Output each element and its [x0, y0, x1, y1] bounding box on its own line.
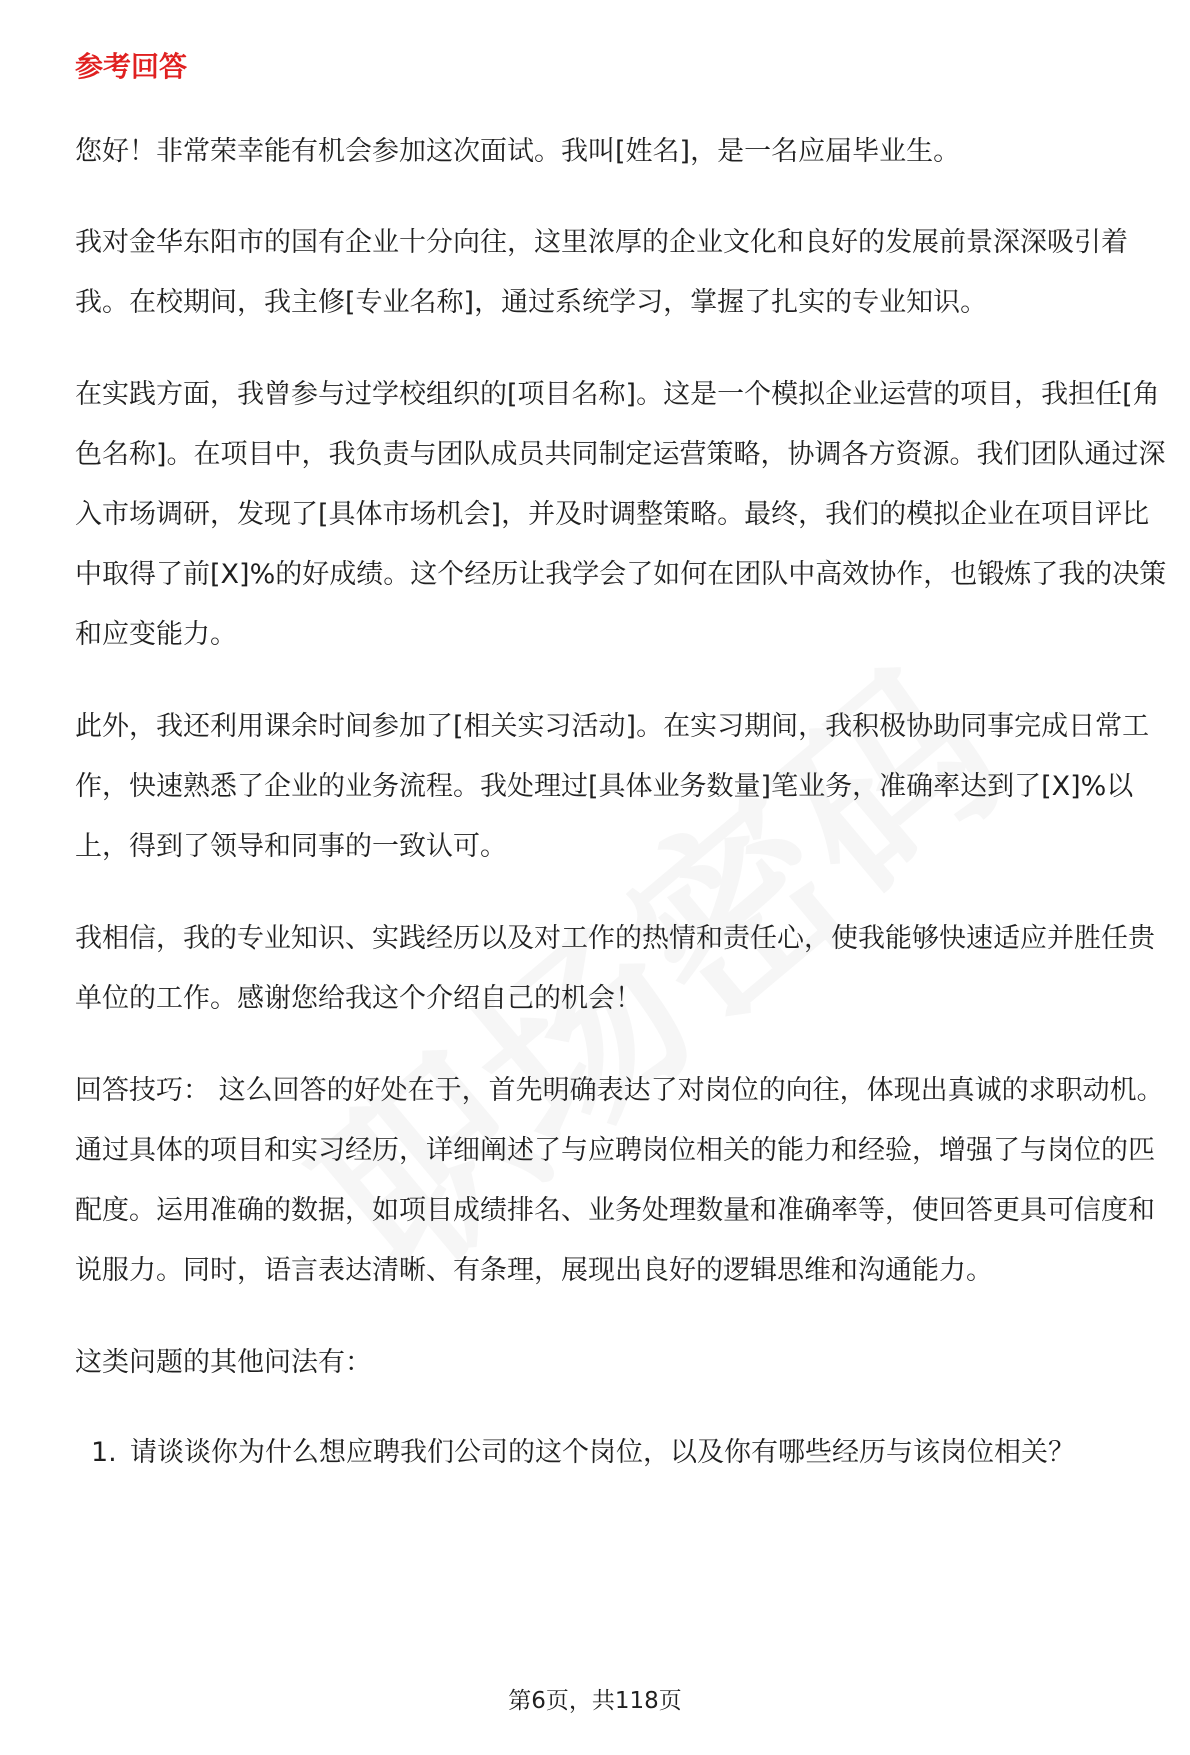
paragraph-internship: 此外，我还利用课余时间参加了[相关实习活动]。在实习期间，我积极协助同事完成日常工作，快速熟悉了企业的业务流程。我处理过[具体业务数量]笔业务，准确率达到了[X]%以上，得到了领导和同事的一致认可。 [75, 710, 1150, 862]
list-item-number: 1. [91, 1436, 117, 1468]
paragraph-closing: 我相信，我的专业知识、实践经历以及对工作的热情和责任心，使我能够快速适应并胜任贵单位的工作。感谢您给我这个介绍自己的机会！ [75, 922, 1155, 1014]
paragraph-project: 在实践方面，我曾参与过学校组织的[项目名称]。这是一个模拟企业运营的项目，我担任[角色名称]。在项目中，我负责与团队成员共同制定运营策略，协调各方资源。我们团队通过深入市场调研，发现了[具体市场机会]，并及时调整策略。最终，我们的模拟企业在项目评比中取得了前[X]%的好成绩。这个经历让我学会了如何在团队中高效协作，也锻炼了我的决策和应变能力。 [75, 378, 1167, 650]
page-footer: 第6页，共118页 [508, 1688, 682, 1714]
paragraph-other-questions: 这类问题的其他问法有： [75, 1346, 372, 1378]
paragraph-greeting: 您好！非常荣幸能有机会参加这次面试。我叫[姓名]，是一名应届毕业生。 [75, 135, 961, 167]
section-title: 参考回答 [75, 50, 188, 83]
paragraph-motivation: 我对金华东阳市的国有企业十分向往，这里浓厚的企业文化和良好的发展前景深深吸引着我。在校期间，我主修[专业名称]，通过系统学习，掌握了扎实的专业知识。 [75, 226, 1128, 318]
list-item [75, 1423, 1090, 1483]
question-list [75, 1423, 1170, 1483]
content-area [75, 50, 1170, 1483]
paragraph-tips: 回答技巧： 这么回答的好处在于，首先明确表达了对岗位的向往，体现出真诚的求职动机。通过具体的项目和实习经历，详细阐述了与应聘岗位相关的能力和经验，增强了与岗位的匹配度。运用准确的数据，如项目成绩排名、业务处理数量和准确率等，使回答更具可信度和说服力。同时，语言表达清晰、有条理，展现出良好的逻辑思维和沟通能力。 [75, 1074, 1164, 1286]
list-item-text: 请谈谈你为什么想应聘我们公司的这个岗位，以及你有哪些经历与该岗位相关？ [130, 1436, 1075, 1468]
